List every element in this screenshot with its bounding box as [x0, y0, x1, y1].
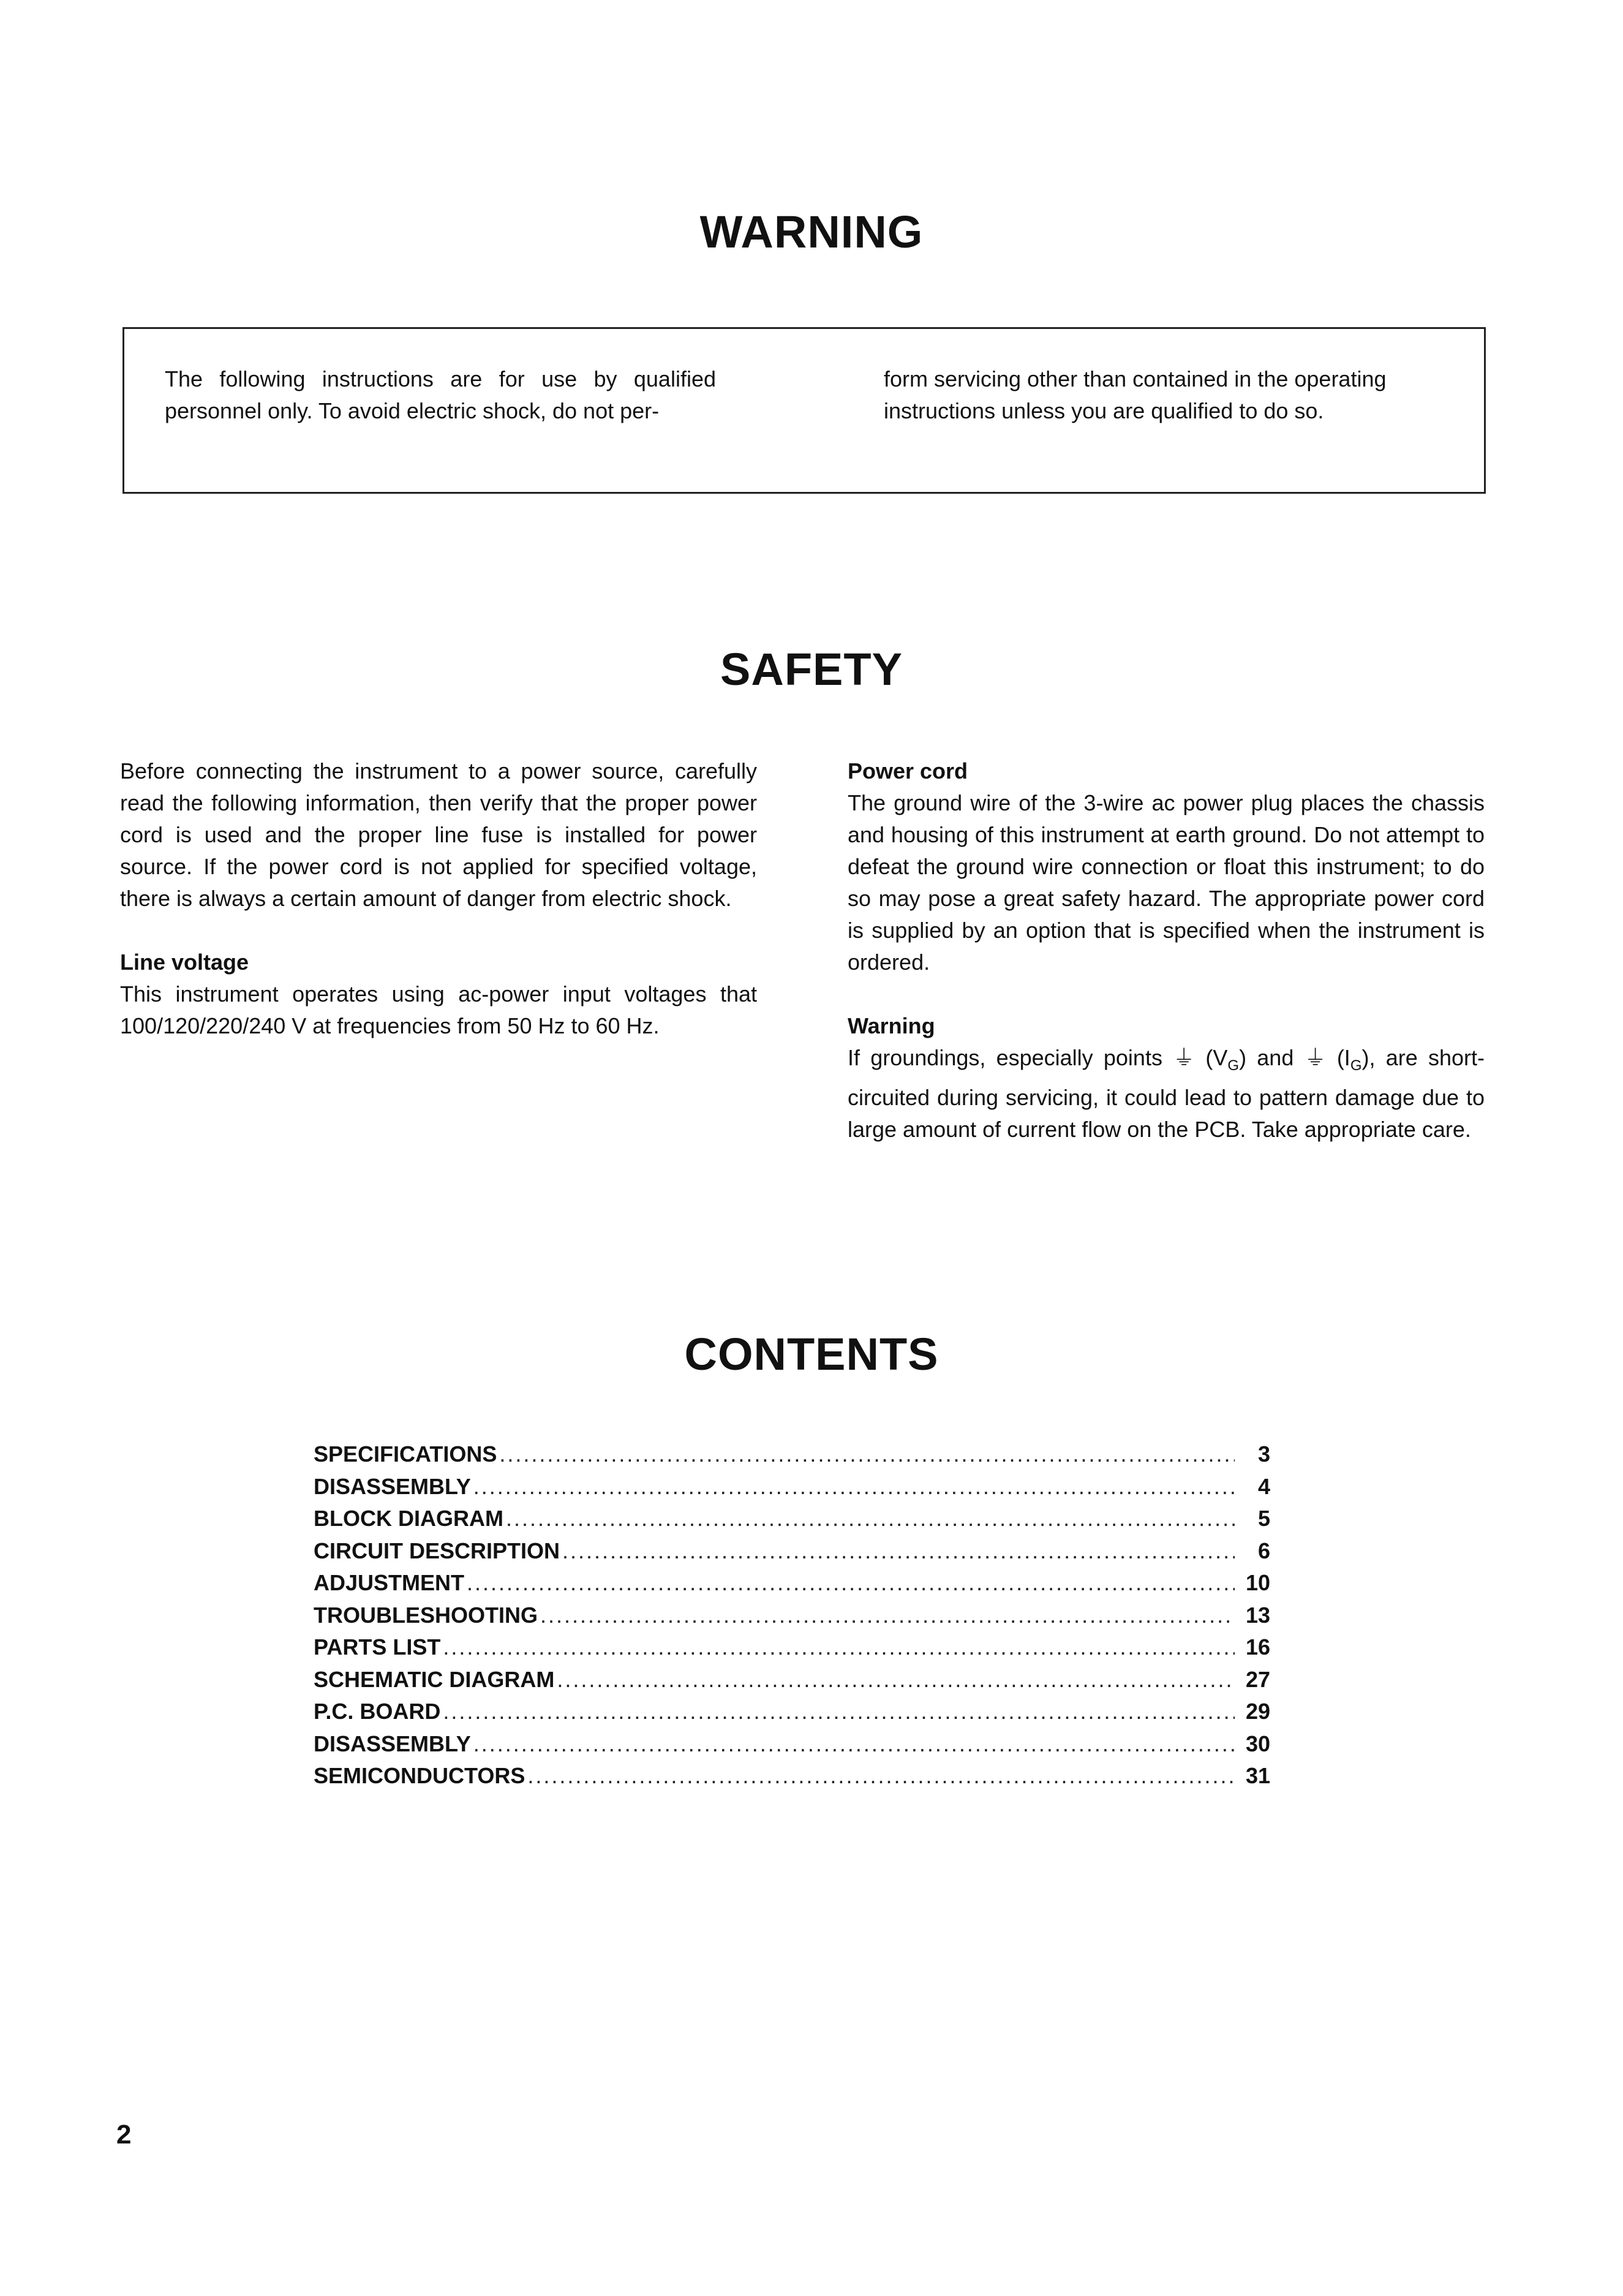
- safety-intro: Before connecting the instrument to a power source, carefully read the following information, then verify that the proper power cord is used and the proper line fuse is installed for power source. If the power cord is not applied for specified voltage, there is always a certain amount of danger from electric shock.: [120, 758, 757, 911]
- toc-entry[interactable]: DISASSEMBLY ..... 30: [314, 1728, 1270, 1761]
- power-cord-text: The ground wire of the 3-wire ac power plug places the chassis and housing of this instrument at earth ground. Do not attempt to defeat the ground wire connection or float this instrument; to do so may pose a great safety hazard. The appropriate power cord is supplied by an option that is specified when the instrument is ordered.: [848, 790, 1485, 975]
- toc-entry[interactable]: CIRCUIT DESCRIPTION ..... 6: [314, 1535, 1270, 1568]
- safety-right-column: [848, 755, 1485, 1146]
- toc-entry[interactable]: SCHEMATIC DIAGRAM ..... 27: [314, 1664, 1270, 1696]
- toc-entry[interactable]: BLOCK DIAGRAM ..... 5: [314, 1503, 1270, 1535]
- safety-left-column: [120, 755, 757, 1042]
- line-voltage-heading: Line voltage: [120, 950, 249, 975]
- warning-text-left: The following instructions are for use by qualified personnel only. To avoid electric shock, do not per-: [165, 366, 716, 423]
- warning-box: [122, 327, 1486, 494]
- ground-symbol-icon: ⏚: [1173, 1045, 1196, 1070]
- line-voltage-text: This instrument operates using ac-power input voltages that 100/120/220/240 V at frequencies from 50 Hz to 60 Hz.: [120, 981, 757, 1038]
- toc-entry[interactable]: SPECIFICATIONS ..... 3: [314, 1438, 1270, 1471]
- toc-entry[interactable]: SEMICONDUCTORS ..... 31: [314, 1760, 1270, 1792]
- toc-entry[interactable]: P.C. BOARD ..... 29: [314, 1696, 1270, 1728]
- power-cord-heading: Power cord: [848, 758, 968, 784]
- toc-entry[interactable]: PARTS LIST ..... 16: [314, 1631, 1270, 1664]
- ground-symbol-icon: ⏚: [1304, 1045, 1327, 1070]
- safety-title: SAFETY: [720, 644, 903, 695]
- contents-title: CONTENTS: [684, 1329, 939, 1380]
- warning-note-heading: Warning: [848, 1013, 935, 1038]
- warning-title: WARNING: [699, 206, 924, 257]
- table-of-contents: [314, 1438, 1270, 1792]
- warning-text-right: form servicing other than contained in the operating instructions unless you are qualified to do so.: [884, 366, 1387, 423]
- toc-entry[interactable]: ADJUSTMENT ..... 10: [314, 1567, 1270, 1599]
- page-number: 2: [116, 2120, 132, 2150]
- toc-entry[interactable]: DISASSEMBLY ..... 4: [314, 1471, 1270, 1503]
- warning-note-text: If groundings, especially points ⏚ $(V_G)$ and ⏚ $(I_G)$, are short-circuited during servicing, it could lead to pattern damage due to large amount of current flow on the PCB. Take appropriate care.: [848, 1042, 1485, 1146]
- toc-entry[interactable]: TROUBLESHOOTING ..... 13: [314, 1599, 1270, 1632]
